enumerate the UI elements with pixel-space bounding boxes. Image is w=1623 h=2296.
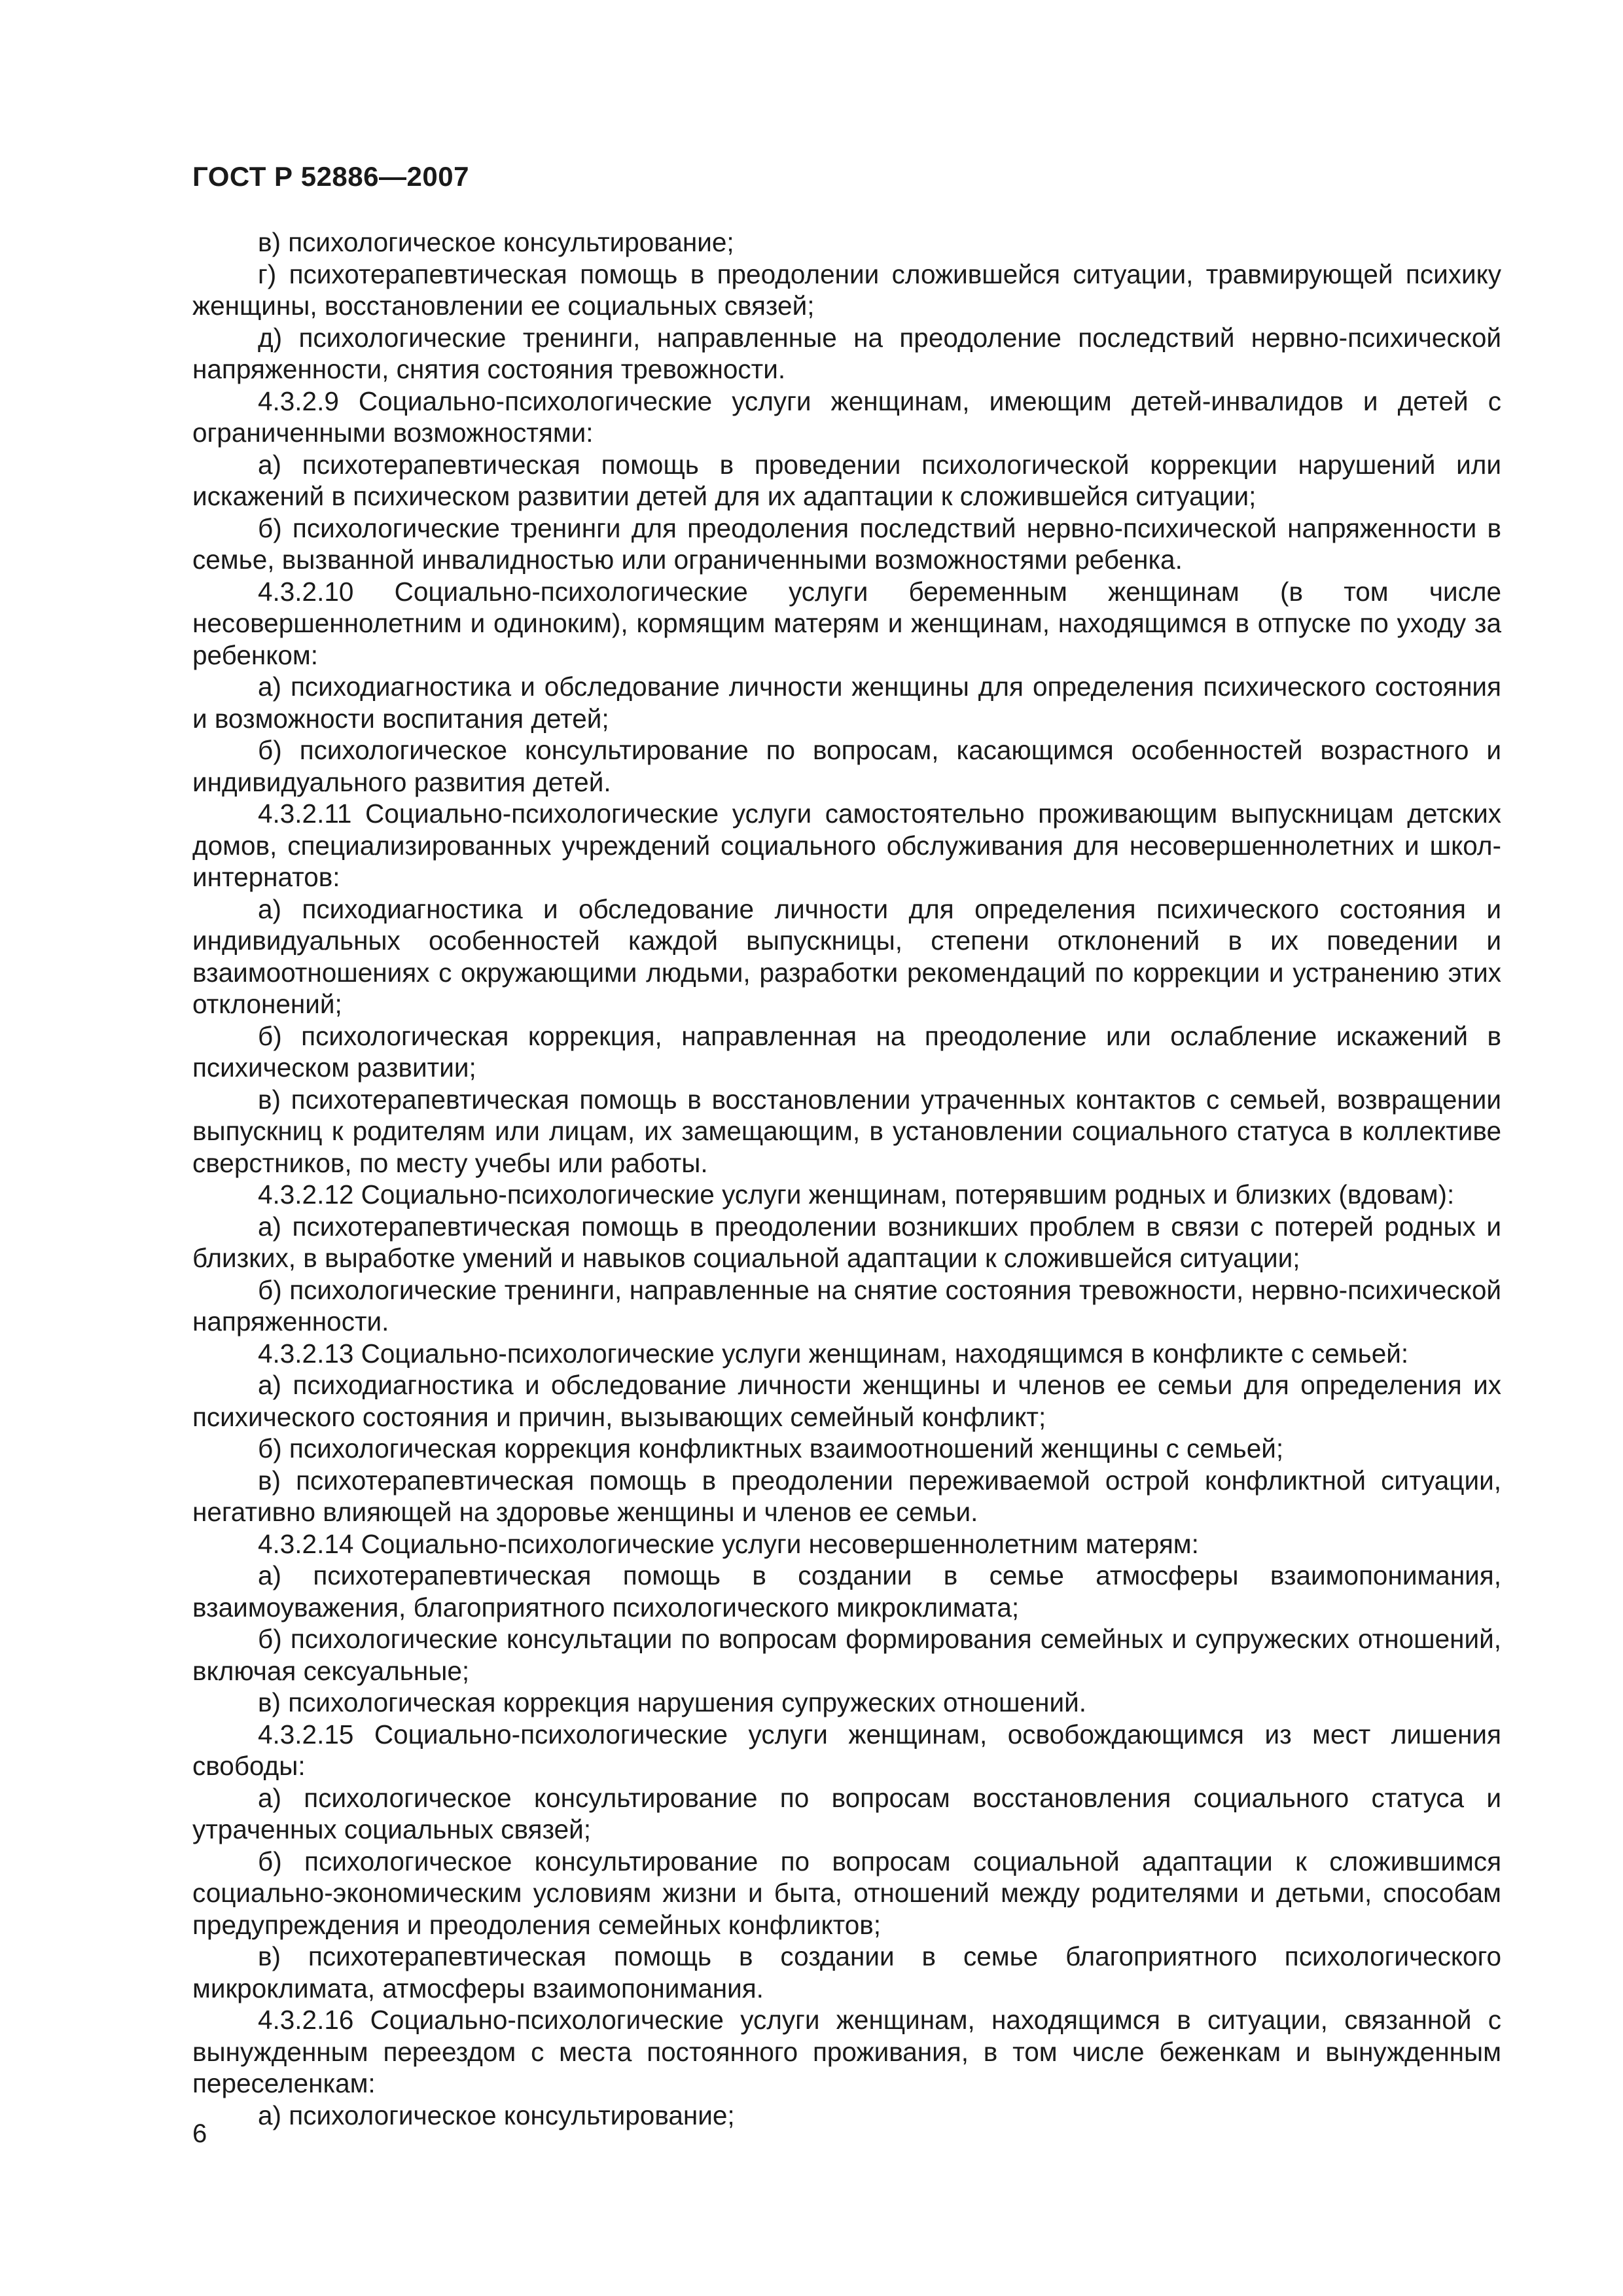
- paragraph: а) психологическое консультирование;: [258, 2100, 735, 2130]
- paragraph: б) психологические тренинги, направленные на снятие состояния тревожности, нервно-психической напряженности.: [192, 1274, 1501, 1336]
- document-body: [192, 226, 1501, 2131]
- section-heading: 4.3.2.12 Социально-психологические услуги женщинам, потерявшим родных и близких (вдовам):: [258, 1179, 1455, 1210]
- paragraph: а) психодиагностика и обследование личности женщины для определения психического состояния и возможности воспитания детей;: [192, 672, 1501, 734]
- paragraph: а) психотерапевтическая помощь в проведении психологической коррекции нарушений или искажений в психическом развитии детей для их адаптации к сложившейся ситуации;: [192, 449, 1501, 511]
- section-heading: 4.3.2.13 Социально-психологические услуги женщинам, находящимся в конфликте с семьей:: [258, 1338, 1409, 1369]
- paragraph: б) психологическая коррекция, направленная на преодоление или ослабление искажений в психическом развитии;: [192, 1020, 1501, 1083]
- paragraph: в) психологическая коррекция нарушения супружеских отношений.: [258, 1687, 1086, 1717]
- paragraph: а) психотерапевтическая помощь в создании в семье атмосферы взаимопонимания, взаимоуважения, благоприятного психологического микроклимата;: [192, 1560, 1501, 1623]
- section-heading: 4.3.2.11 Социально-психологические услуги самостоятельно проживающим выпускницам детских домов, специализированных учреждений социального обслуживания для несовершеннолетних и школ-интернатов:: [192, 798, 1501, 892]
- paragraph: а) психодиагностика и обследование личности женщины и членов ее семьи для определения их психического состояния и причин, вызывающих семейный конфликт;: [192, 1370, 1501, 1432]
- paragraph: а) психологическое консультирование по вопросам восстановления социального статуса и утраченных социальных связей;: [192, 1782, 1501, 1844]
- paragraph: д) психологические тренинги, направленные на преодоление последствий нервно-психической напряженности, снятия состояния тревожности.: [192, 322, 1501, 384]
- paragraph: в) психотерапевтическая помощь в восстановлении утраченных контактов с семьей, возвращении выпускниц к родителям или лицам, их замещающим, в установлении социального статуса в коллективе сверстников, по месту учебы или работы.: [192, 1084, 1501, 1178]
- section-heading: 4.3.2.14 Социально-психологические услуги несовершеннолетним матерям:: [258, 1528, 1199, 1559]
- paragraph: б) психологическое консультирование по вопросам социальной адаптации к сложившимся социально-экономическим условиям жизни и быта, отношений между родителями и детьми, способам предупреждения и преодоления семейных конфликтов;: [192, 1846, 1501, 1940]
- paragraph: б) психологические тренинги для преодоления последствий нервно-психической напряженности в семье, вызванной инвалидностью или ограниченными возможностями ребенка.: [192, 512, 1501, 575]
- document-header: ГОСТ Р 52886—2007: [192, 161, 469, 192]
- section-heading: 4.3.2.10 Социально-психологические услуги беременным женщинам (в том числе несовершеннолетним и одиноким), кормящим матерям и женщинам, находящимся в отпуске по уходу за ребенком:: [192, 576, 1501, 670]
- paragraph: б) психологическая коррекция конфликтных взаимоотношений женщины с семьей;: [258, 1433, 1284, 1463]
- section-heading: 4.3.2.15 Социально-психологические услуги женщинам, освобождающимся из мест лишения свободы:: [192, 1719, 1501, 1781]
- paragraph: г) психотерапевтическая помощь в преодолении сложившейся ситуации, травмирующей психику женщины, восстановлении ее социальных связей;: [192, 259, 1501, 321]
- section-heading: 4.3.2.16 Социально-психологические услуги женщинам, находящимся в ситуации, связанной с вынужденным переездом с места постоянного проживания, в том числе беженкам и вынужденным переселенкам:: [192, 2005, 1501, 2098]
- paragraph: в) психотерапевтическая помощь в создании в семье благоприятного психологического микроклимата, атмосферы взаимопонимания.: [192, 1941, 1501, 2003]
- section-heading: 4.3.2.9 Социально-психологические услуги женщинам, имеющим детей-инвалидов и детей с ограниченными возможностями:: [192, 386, 1501, 448]
- paragraph: в) психологическое консультирование;: [258, 227, 734, 257]
- paragraph: а) психодиагностика и обследование личности для определения психического состояния и индивидуальных особенностей каждой выпускницы, степени отклонений в их поведении и взаимоотношениях с окружающими людьми, разработки рекомендаций по коррекции и устранению этих отклонений;: [192, 893, 1501, 1019]
- paragraph: б) психологические консультации по вопросам формирования семейных и супружеских отношений, включая сексуальные;: [192, 1624, 1501, 1686]
- paragraph: в) психотерапевтическая помощь в преодолении переживаемой острой конфликтной ситуации, негативно влияющей на здоровье женщины и членов ее семьи.: [192, 1465, 1501, 1527]
- page-number: 6: [192, 2119, 207, 2148]
- paragraph: а) психотерапевтическая помощь в преодолении возникших проблем в связи с потерей родных и близких, в выработке умений и навыков социальной адаптации к сложившейся ситуации;: [192, 1211, 1501, 1273]
- paragraph: б) психологическое консультирование по вопросам, касающимся особенностей возрастного и индивидуального развития детей.: [192, 735, 1501, 797]
